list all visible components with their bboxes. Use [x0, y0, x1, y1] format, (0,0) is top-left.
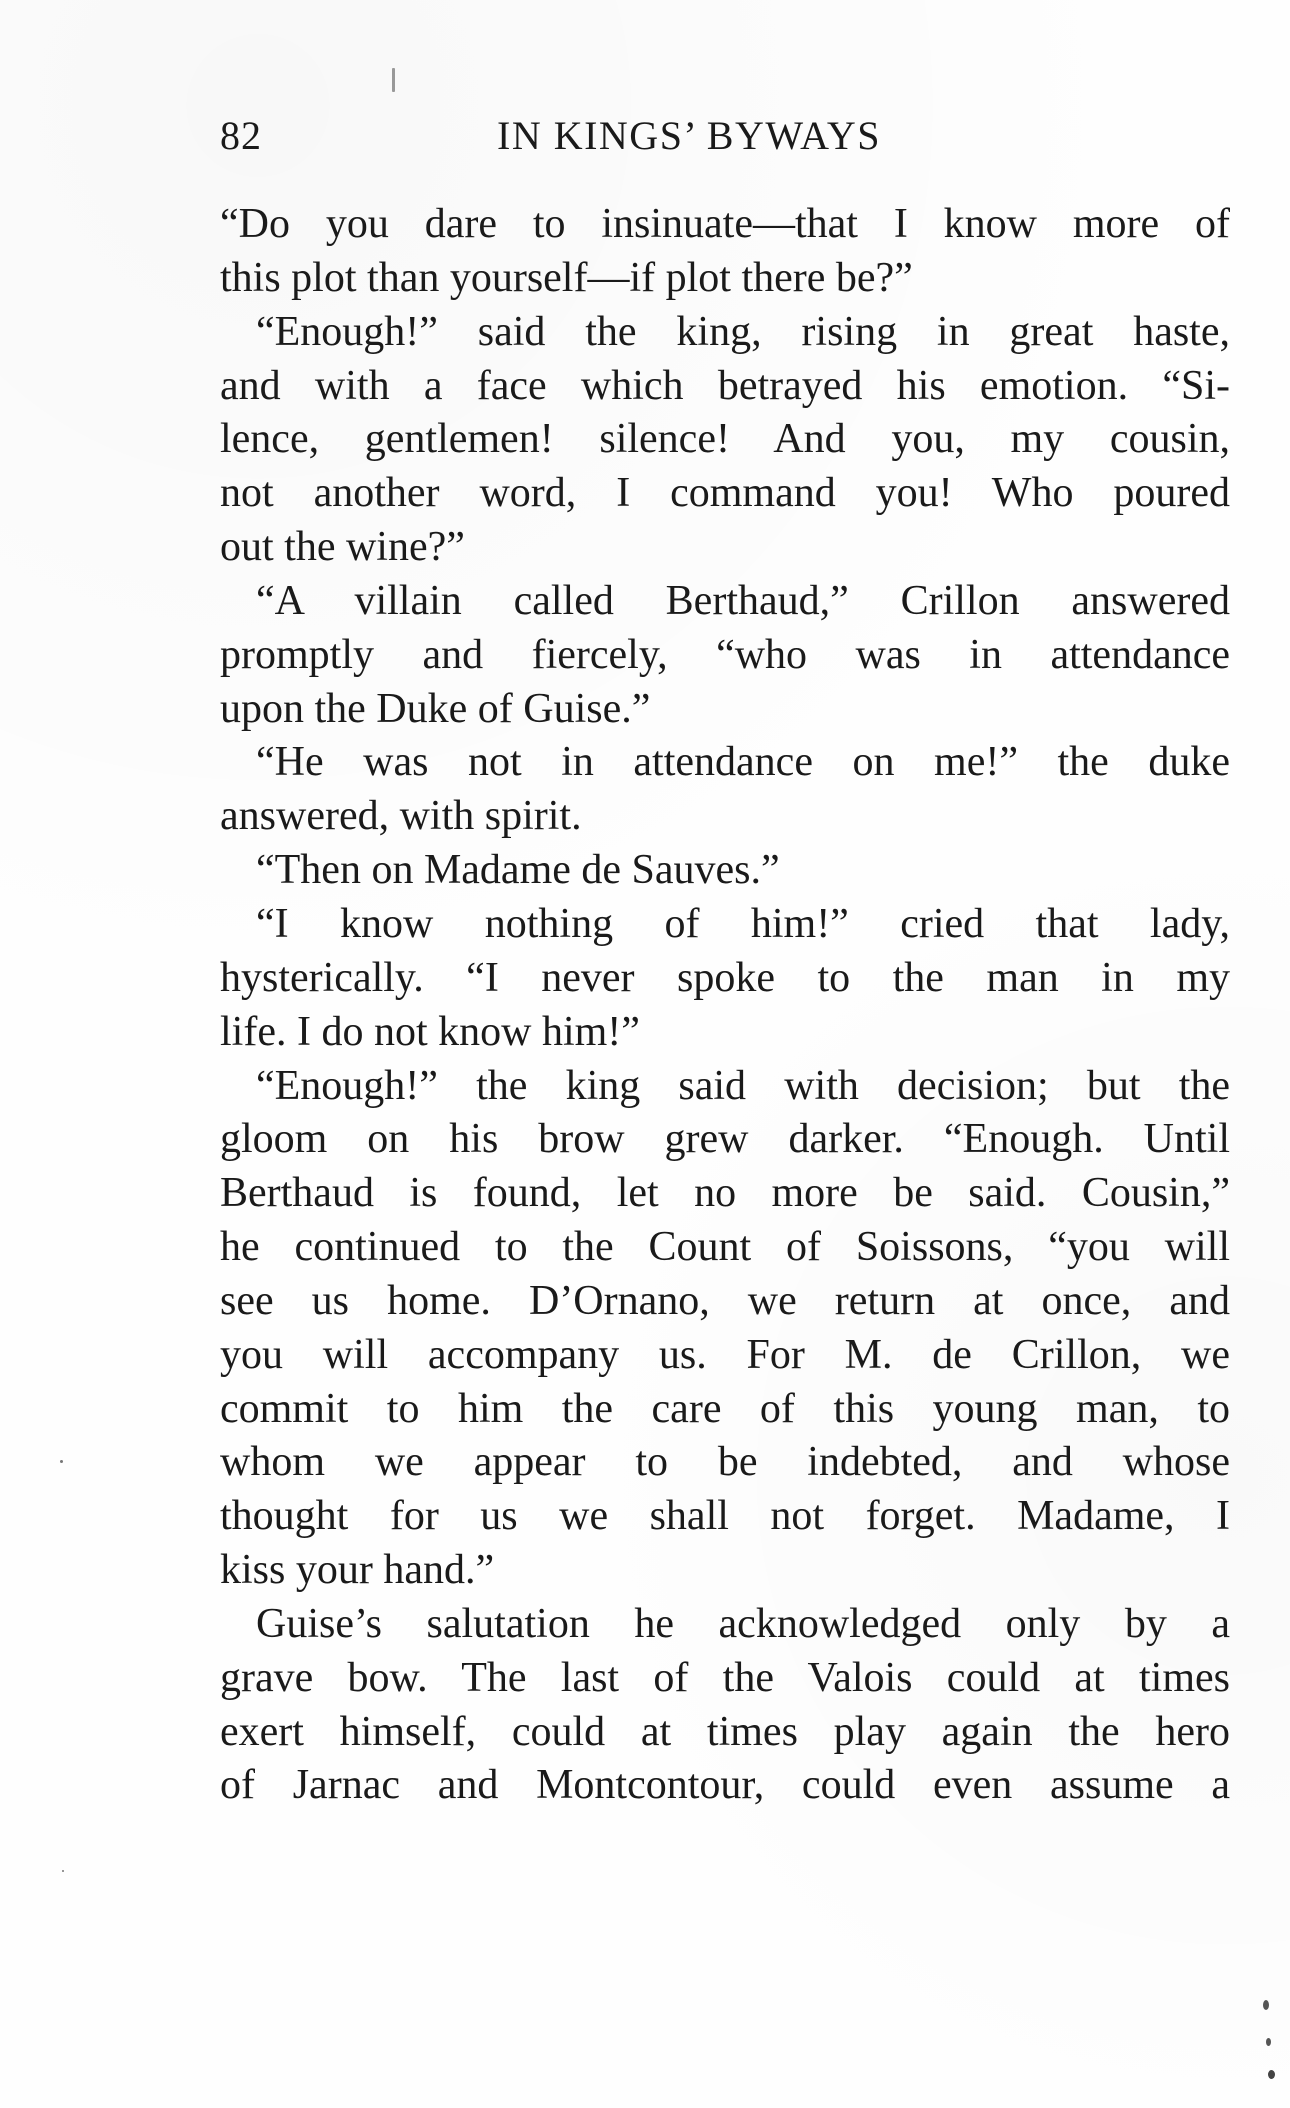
text-line: life. I do not know him!” [220, 1008, 640, 1055]
text-line: of Jarnac and Montcontour, could even assume a [220, 1762, 1230, 1809]
text-line: commit to him the care of this young man, to [220, 1385, 1230, 1432]
text-line: hysterically. “I never spoke to the man in my [220, 954, 1230, 1001]
text-line: “Then on Madame de Sauves.” [256, 847, 780, 894]
text-line: “I know nothing of him!” cried that lady, [256, 900, 1230, 947]
text-line: upon the Duke of Guise.” [220, 685, 651, 732]
text-line: out the wine?” [220, 524, 465, 571]
text-line: “A villain called Berthaud,” Crillon answered [256, 577, 1230, 624]
text-line: see us home. D’Ornano, we return at once, and [220, 1277, 1230, 1324]
page-number: 82 [220, 113, 262, 158]
text-line: Guise’s salutation he acknowledged only by a [256, 1600, 1230, 1647]
body-text [220, 198, 1230, 1813]
print-speck [1266, 2038, 1271, 2046]
text-line: “Enough!” the king said with decision; but the [256, 1062, 1230, 1109]
text-line: he continued to the Count of Soissons, “you will [220, 1224, 1230, 1271]
print-speck [1263, 2000, 1269, 2010]
text-line: promptly and fiercely, “who was in attendance [220, 631, 1230, 678]
text-line: gloom on his brow grew darker. “Enough. Until [220, 1116, 1230, 1163]
running-header [220, 112, 1230, 172]
print-speck [60, 1460, 63, 1463]
text-line: “He was not in attendance on me!” the duke [256, 739, 1230, 786]
text-line: “Enough!” said the king, rising in great haste, [256, 308, 1230, 355]
print-speck [392, 68, 395, 92]
print-speck [1268, 2070, 1275, 2079]
running-title: IN KINGS’ BYWAYS [497, 113, 882, 158]
text-line: whom we appear to be indebted, and whose [220, 1439, 1230, 1486]
print-speck [62, 1870, 64, 1872]
text-line: answered, with spirit. [220, 793, 582, 840]
text-line: “Do you dare to insinuate—that I know more of [220, 201, 1230, 247]
text-line: this plot than yourself—if plot there be?” [220, 254, 913, 301]
text-line: grave bow. The last of the Valois could at times [220, 1654, 1230, 1701]
text-line: thought for us we shall not forget. Madame, I [220, 1493, 1230, 1540]
text-line: you will accompany us. For M. de Crillon, we [220, 1331, 1230, 1378]
text-line: and with a face which betrayed his emotion. “Si- [220, 362, 1230, 409]
text-line: kiss your hand.” [220, 1547, 495, 1594]
text-line: lence, gentlemen! silence! And you, my cousin, [220, 416, 1230, 463]
text-line: not another word, I command you! Who poured [220, 470, 1230, 517]
text-line: exert himself, could at times play again the hero [220, 1708, 1230, 1755]
text-line: Berthaud is found, let no more be said. Cousin,” [220, 1170, 1230, 1217]
